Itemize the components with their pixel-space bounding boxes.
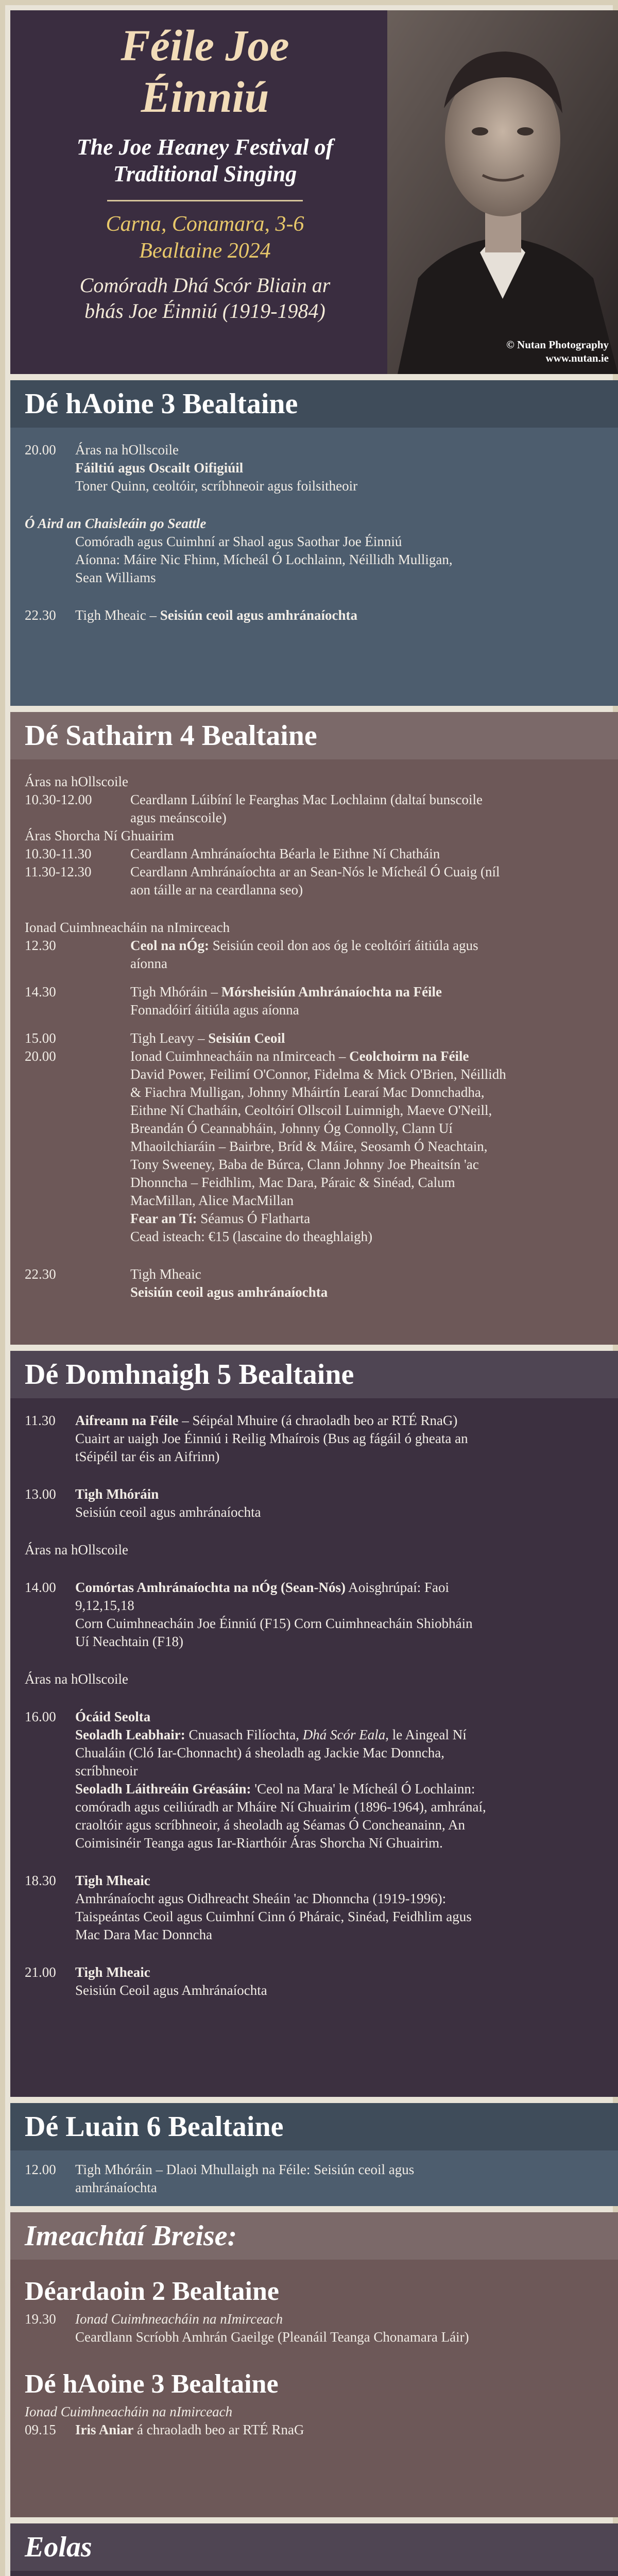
section-sunday — [10, 1351, 618, 2097]
section-body — [25, 773, 604, 1301]
subtitle-line2: Traditional Singing — [113, 161, 297, 187]
schedule-row — [25, 1485, 604, 1521]
event-detail-cont: aon táille ar na ceardlanna seo) — [130, 882, 303, 897]
event-time: 14.00 — [25, 1580, 56, 1595]
section-heading: Dé Domhnaigh 5 Bealtaine — [10, 1351, 618, 1398]
event-time: 19.30 — [25, 2311, 56, 2327]
event-detail: á chraoladh beo ar RTÉ RnaG — [133, 2422, 304, 2437]
performer-line: Tony Sweeney, Baba de Búrca, Clann Johnny Joe Pheaitsín 'ac — [130, 1157, 479, 1172]
schedule-row — [25, 2421, 604, 2439]
host-name: Séamus Ó Flatharta — [197, 1211, 311, 1226]
schedule-row — [25, 791, 604, 827]
book-launch-text: Chualáin (Cló Iar-Chonnacht) á sheoladh ag Jackie Mac Donncha, — [75, 1745, 444, 1760]
event-detail-cont: aíonna — [130, 956, 167, 971]
performer-line: Eithne Ní Chatháin, Ceoltóirí Ollscoil Luimnigh, Maeve O'Neill, — [130, 1103, 492, 1118]
event-venue: Tigh Mheaic – — [75, 607, 160, 623]
performer-line: Dhonncha – Feidhlim, Mac Dara, Páraic & Sinéad, Calum — [130, 1175, 455, 1190]
event-detail: Seisiún ceoil don aos óg le ceoltóirí áitiúla agus — [209, 938, 478, 953]
event-time: 16.00 — [25, 1709, 56, 1724]
schedule-row — [25, 2310, 604, 2346]
header-banner — [10, 10, 618, 374]
admission-price: Cead isteach: €15 (lascaine do theaghlaigh) — [130, 1229, 373, 1244]
event-detail: Fonnadóirí áitiúla agus aíonna — [130, 1002, 299, 1018]
venue-label: Áras na hOllscoile — [25, 1671, 128, 1687]
schedule-row — [25, 1029, 604, 1047]
event-title: Comórtas Amhránaíochta na nÓg (Sean-Nós) — [75, 1580, 346, 1595]
section-info — [10, 2523, 618, 2576]
event-time: 12.00 — [25, 2162, 56, 2177]
section-body — [25, 441, 604, 624]
venue-label: Áras na hOllscoile — [25, 1542, 128, 1557]
event-time: 22.30 — [25, 607, 56, 623]
performer-line: Breandán Ó Ceannabháin, Johnny Óg Connolly, Clann Uí — [130, 1121, 453, 1136]
commemoration-line2: bhás Joe Éinniú (1919-1984) — [84, 299, 325, 323]
trophy-line-cont: Uí Neachtain (F18) — [75, 1634, 183, 1649]
event-time: 13.00 — [25, 1486, 56, 1502]
event-time: 15.00 — [25, 1030, 56, 1046]
event-venue: Tigh Leavy – — [130, 1030, 209, 1046]
event-time: 14.30 — [25, 984, 56, 999]
venue-label: Ionad Cuimhneacháin na nImirceach — [25, 2404, 233, 2419]
website-launch-label: Seoladh Láithreáin Gréasáin: — [75, 1781, 251, 1797]
event-venue: Áras na hOllscoile — [75, 442, 179, 457]
event-title: Iris Aniar — [75, 2422, 134, 2437]
schedule-row — [25, 1579, 604, 1651]
event-detail: – Séipéal Mhuire (á chraoladh beo ar RTÉ RnaG) — [178, 1413, 458, 1428]
schedule-row — [25, 1265, 604, 1301]
schedule-row — [25, 983, 604, 1019]
joe-heaney-photo — [387, 10, 618, 374]
section-heading: Imeachtaí Breise: — [10, 2212, 618, 2260]
schedule-row — [25, 1047, 604, 1246]
festival-title-line1: Féile Joe — [121, 21, 289, 70]
website-launch-text: comóradh agus ceiliúradh ar Mháire Ní Ghuairim (1896-1964), amhránaí, — [75, 1799, 486, 1815]
subsection-heading: Dé hAoine 3 Bealtaine — [25, 2369, 279, 2399]
event-title: Mórsheisiún Amhránaíochta na Féile — [221, 984, 442, 999]
event-time: 20.00 — [25, 442, 56, 457]
book-launch-label: Seoladh Leabhair: — [75, 1727, 185, 1742]
event-time: 18.30 — [25, 1873, 56, 1888]
website-launch-text: Coimisinéir Teanga agus Iar-Riarthóir Áras Shorcha Ní Ghuairim. — [75, 1835, 443, 1851]
schedule-row — [25, 606, 604, 624]
book-title: Dhá Scór Eala — [302, 1727, 386, 1742]
event-title: Seisiún ceoil agus amhránaíochta — [160, 607, 358, 623]
event-time: 22.30 — [25, 1266, 56, 1282]
header-divider — [107, 200, 303, 201]
schedule-row — [25, 2161, 604, 2197]
event-title: Aifreann na Féile — [75, 1413, 179, 1428]
trophy-line: Corn Cuimhneacháin Joe Éinniú (F15) Corn Cuimhneacháin Shiobháin — [75, 1616, 473, 1631]
subtitle-line1: The Joe Heaney Festival of — [76, 134, 334, 160]
section-friday — [10, 380, 618, 706]
event-detail: Amhránaíocht agus Oidhreacht Sheáin 'ac Dhonncha (1919-1996): — [75, 1891, 447, 1906]
event-venue: Tigh Mheaic — [75, 1964, 150, 1980]
schedule-row — [25, 1963, 604, 1999]
subsection-heading: Déardaoin 2 Bealtaine — [25, 2277, 279, 2306]
age-groups: 9,12,15,18 — [75, 1598, 134, 1613]
event-title: Ócáid Seolta — [75, 1709, 151, 1724]
section-extra-events — [10, 2212, 618, 2517]
event-detail: Toner Quinn, ceoltóir, scríbhneoir agus foilsitheoir — [75, 478, 358, 494]
commemoration-line1: Comóradh Dhá Scór Bliain ar — [79, 274, 331, 297]
event-detail: Seisiún Ceoil agus Amhránaíochta — [75, 1982, 267, 1998]
schedule-row — [25, 863, 604, 899]
festival-title-line2: Éinniú — [141, 72, 269, 122]
event-guests: Aíonna: Máire Nic Fhinn, Mícheál Ó Lochlainn, Néillidh Mulligan, — [75, 552, 453, 567]
event-detail: Ceardlann Lúibíní le Fearghas Mac Lochlainn (daltaí bunscoile — [130, 792, 483, 807]
schedule-row — [25, 1708, 604, 1852]
website-launch-text: 'Ceol na Mara' le Mícheál Ó Lochlainn: — [251, 1781, 475, 1797]
event-time: 11.30 — [25, 1413, 56, 1428]
schedule-row — [25, 441, 604, 495]
event-detail: Mac Dara Mac Donncha — [75, 1927, 213, 1942]
host-label: Fear an Tí: — [130, 1211, 197, 1226]
event-time: 10.30-11.30 — [25, 846, 92, 861]
schedule-row — [25, 845, 604, 863]
header-text — [22, 20, 388, 324]
location-line1: Carna, Conamara, 3-6 — [106, 212, 304, 236]
section-body — [25, 2161, 604, 2197]
event-detail-cont: agus meánscoile) — [130, 810, 227, 825]
event-time: 12.30 — [25, 938, 56, 953]
event-venue: Tigh Mhóráin – — [130, 984, 221, 999]
event-title: Ceolchoirm na Féile — [349, 1048, 469, 1064]
section-heading: Dé Luain 6 Bealtaine — [10, 2103, 618, 2150]
portrait-image — [387, 10, 618, 374]
section-heading: Dé hAoine 3 Bealtaine — [10, 380, 618, 428]
event-venue: Ionad Cuimhneacháin na nImirceach — [75, 2311, 283, 2327]
event-detail: Tigh Mhóráin – Dlaoi Mhullaigh na Féile: Seisiún ceoil agus — [75, 2162, 415, 2177]
photo-credit — [506, 338, 609, 365]
performer-line: Mhaoilchiaráin – Bairbre, Bríd & Máire, Seosamh Ó Neachtain, — [130, 1139, 488, 1154]
event-detail: Taispeántas Ceoil agus Cuimhní Cinn ó Pháraic, Sinéad, Feidhlim agus — [75, 1909, 472, 1924]
photo-credit-line1: © Nutan Photography — [506, 338, 609, 351]
section-monday — [10, 2103, 618, 2206]
photo-credit-url: www.nutan.ie — [545, 352, 609, 364]
event-time: 09.15 — [25, 2422, 56, 2437]
event-venue: Tigh Mheaic — [130, 1266, 201, 1282]
event-venue: Ionad Cuimhneacháin na nImirceach – — [130, 1048, 350, 1064]
performer-line: & Fiachra Mulligan, Johnny Mháirtín Learaí Mac Donnchadha, — [130, 1084, 485, 1100]
event-detail: Ceardlann Amhránaíochta Béarla le Eithne Ní Chatháin — [130, 846, 440, 861]
schedule-row — [25, 1412, 604, 1466]
venue-label: Áras Shorcha Ní Ghuairim — [25, 828, 175, 843]
performer-line: David Power, Feilimí O'Connor, Fidelma & Mick O'Brien, Néillidh — [130, 1066, 506, 1082]
event-detail-cont: amhránaíochta — [75, 2180, 157, 2195]
event-venue: Tigh Mhóráin — [75, 1486, 159, 1502]
schedule-row — [25, 1872, 604, 1944]
performer-line: MacMillan, Alice MacMillan — [130, 1193, 294, 1208]
event-time: 10.30-12.00 — [25, 792, 92, 807]
event-time: 11.30-12.30 — [25, 864, 92, 879]
event-detail: Cuairt ar uaigh Joe Éinniú i Reilig Mhaírois (Bus ag fágáil ó gheata an — [75, 1431, 468, 1446]
event-title: Fáiltiú agus Oscailt Oifigiúil — [75, 460, 244, 476]
event-time: 20.00 — [25, 1048, 56, 1064]
website-launch-text: craoltóir agus scríbhneoir, á sheoladh ag Séamas Ó Concheanainn, An — [75, 1817, 465, 1833]
event-title: Ó Aird an Chaisleáin go Seattle — [25, 516, 207, 531]
event-detail: Aoisghrúpaí: Faoi — [346, 1580, 450, 1595]
event-detail-cont: tSéipéil tar éis an Aifrinn) — [75, 1449, 220, 1464]
section-heading: Dé Sathairn 4 Bealtaine — [10, 712, 618, 759]
venue-label: Ionad Cuimhneacháin na nImirceach — [25, 920, 230, 935]
event-detail: Ceardlann Amhránaíochta ar an Sean-Nós le Mícheál Ó Cuaig (níl — [130, 864, 500, 879]
section-body — [25, 1412, 604, 1999]
event-detail: Seisiún ceoil agus amhránaíochta — [75, 1504, 261, 1520]
venue-label: Áras na hOllscoile — [25, 774, 128, 789]
section-saturday — [10, 712, 618, 1345]
event-title: Ceol na nÓg: — [130, 938, 210, 953]
book-launch-text: Cnuasach Filíochta, — [185, 1727, 303, 1742]
event-title: Seisiún Ceoil — [208, 1030, 285, 1046]
event-venue: Tigh Mheaic — [75, 1873, 150, 1888]
event-detail: Comóradh agus Cuimhní ar Shaol agus Saothar Joe Éinniú — [75, 534, 402, 549]
section-heading: Eolas — [10, 2523, 618, 2571]
book-launch-text: scríbhneoir — [75, 1763, 138, 1778]
book-launch-text: , le Aingeal Ní — [385, 1727, 467, 1742]
location-line2: Bealtaine 2024 — [139, 239, 271, 263]
event-time: 21.00 — [25, 1964, 56, 1980]
section-body — [25, 2273, 604, 2439]
event-guests-cont: Sean Williams — [75, 570, 156, 585]
event-detail: Ceardlann Scríobh Amhrán Gaeilge (Pleanáil Teanga Chonamara Láir) — [75, 2329, 469, 2345]
event-title: Seisiún ceoil agus amhránaíochta — [130, 1284, 328, 1300]
schedule-row — [25, 937, 604, 973]
